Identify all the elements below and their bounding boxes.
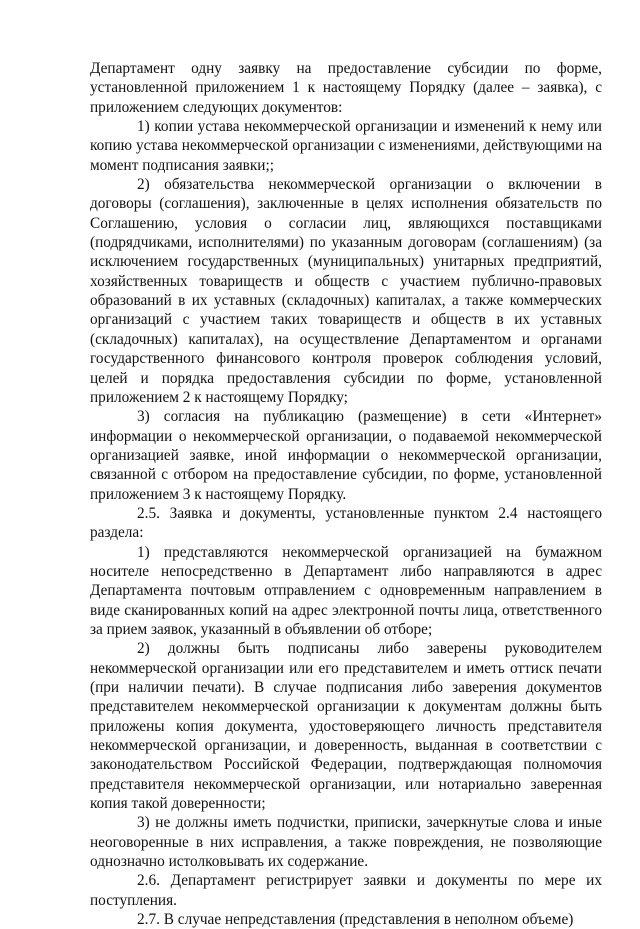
paragraph-item-charter-copy: 1) копии устава некоммерческой организации и изменений к нему или копию устава некоммерческой организации с изменениями, действующими на момент подписания заявки;; [90, 118, 602, 174]
paragraph-2-5-item-3: 3) не должны иметь подчистки, приписки, зачеркнутые слова и иные неоговоренные в них исправления, а также повреждения, не позволяющие однозначно истолковывать их содержание. [90, 814, 602, 871]
paragraph-application-intro: Департамент одну заявку на предоставление субсидии по форме, установленной приложением 1 к настоящему Порядку (далее – заявка), с приложением следующих документов: [90, 60, 602, 116]
paragraph-section-2-5: 2.5. Заявка и документы, установленные пунктом 2.4 настоящего раздела: [90, 504, 602, 542]
paragraph-2-5-item-1: 1) представляются некоммерческой организацией на бумажном носителе непосредственно в Департамент либо направляются в адрес Департамента почтовым отправлением с одновременным направлением в виде сканированных копий на адрес электронной почты лица, ответственного за прием заявок, указанный в объявлении об отборе; [90, 543, 602, 638]
document-body [90, 59, 602, 929]
paragraph-section-2-7: 2.7. В случае непредставления (представления в неполном объеме) [137, 911, 574, 929]
paragraph-item-obligations: 2) обязательства некоммерческой организации о включении в договоры (соглашения), заключенные в целях исполнения обязательств по Соглашению, условия о согласии лиц, являющихся поставщиками (подрядчиками, исполнителями) по указанным договорам (соглашениям) (за исключением государственных (муниципальных) унитарных предприятий, хозяйственных товариществ и обществ с участием публично-правовых образований в их уставных (складочных) капиталах, а также коммерческих организаций с участием таких товариществ и обществ в их уставных (складочных) капиталах), на осуществление Департаментом и органами государственного финансового контроля проверок соблюдения условий, целей и порядка предоставления субсидии по форме, установленной приложением 2 к настоящему Порядку; [90, 176, 602, 406]
paragraph-2-5-item-2: 2) должны быть подписаны либо заверены руководителем некоммерческой организации или его представителем и иметь оттиск печати (при наличии печати). В случае подписания либо заверения документов представителем некоммерческой организации к документам должны быть приложены копия документа, удостоверяющего личность представителя некоммерческой организации, и доверенность, выданная в соответствии с законодательством Российской Федерации, подтверждающая полномочия представителя некоммерческой организации, или нотариально заверенная копия такой доверенности; [90, 640, 602, 813]
paragraph-section-2-6: 2.6. Департамент регистрирует заявки и документы по мере их поступления. [90, 872, 602, 909]
paragraph-item-publication-consent: 3) согласия на публикацию (размещение) в сети «Интернет» информации о некоммерческой организации, о подаваемой некоммерческой организацией заявке, иной информации о некоммерческой организации, связанной с отбором на предоставление субсидии, по форме, установленной приложением 3 к настоящему Порядку. [90, 408, 602, 503]
